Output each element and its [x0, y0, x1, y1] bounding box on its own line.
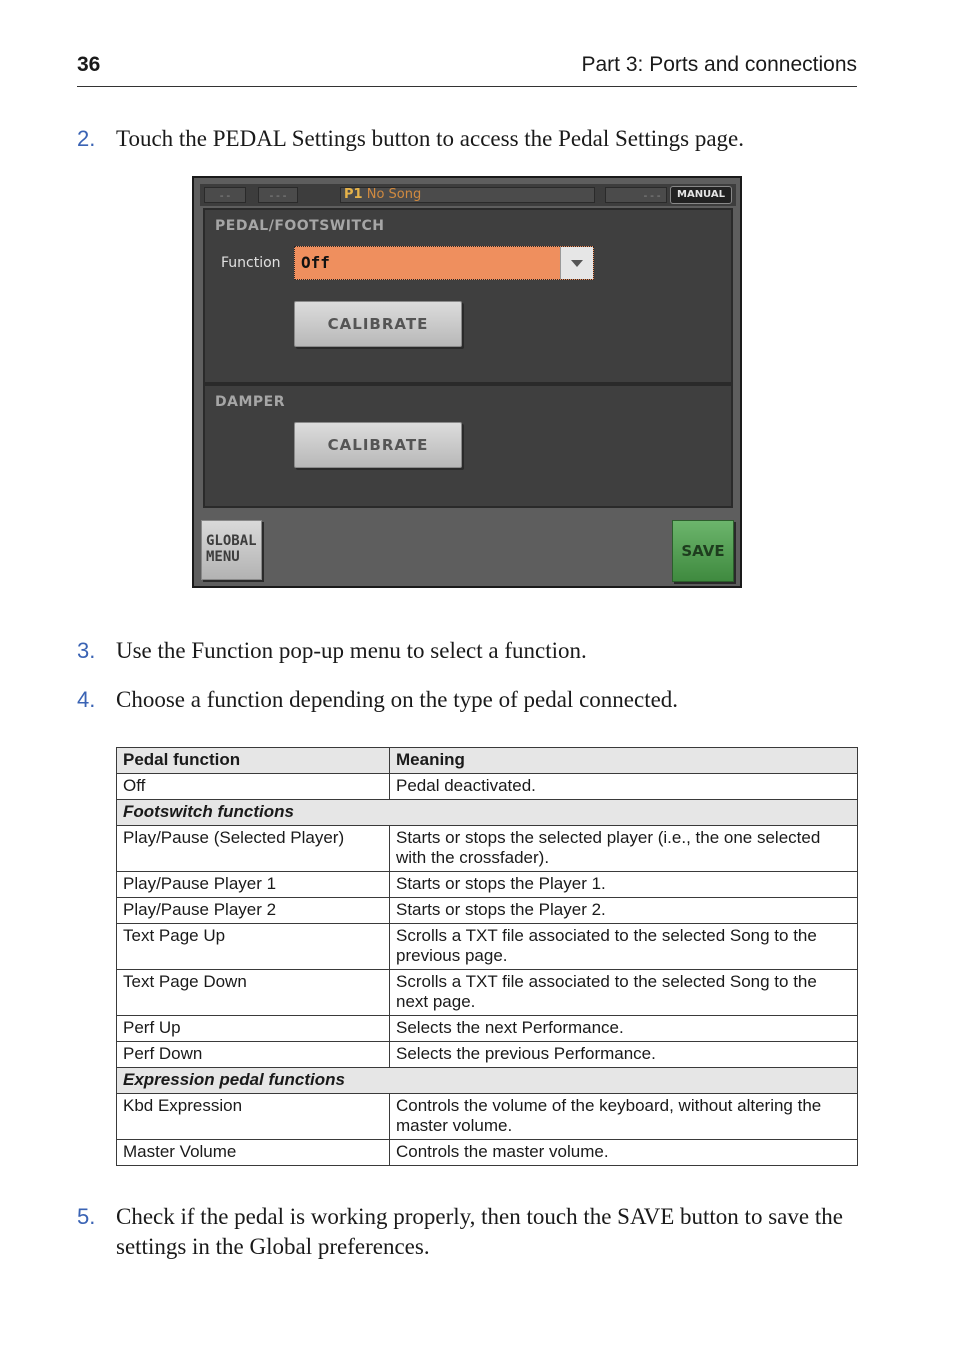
running-head: Part 3: Ports and connections — [581, 53, 857, 76]
program-label: P1 — [344, 187, 363, 202]
function-label: Function — [221, 255, 281, 271]
status-bar — [200, 184, 736, 206]
header-rule — [77, 86, 857, 87]
table-row — [117, 826, 858, 872]
table-row — [117, 1094, 858, 1140]
step-2 — [77, 124, 857, 154]
step-3 — [77, 636, 857, 666]
screen-background — [194, 178, 740, 586]
manual-mode-button[interactable]: MANUAL — [670, 186, 732, 204]
pedal-function-cell: Master Volume — [117, 1140, 390, 1166]
step-number: 2. — [77, 126, 96, 151]
table-section-row — [117, 800, 858, 826]
status-segment-1: -- — [204, 187, 246, 203]
table-row — [117, 1042, 858, 1068]
status-segment-2: --- — [258, 187, 298, 203]
pedal-function-cell: Off — [117, 774, 390, 800]
save-button[interactable]: SAVE — [672, 520, 734, 582]
song-name: No Song — [366, 187, 422, 202]
damper-panel — [203, 384, 733, 508]
meaning-cell: Controls the volume of the keyboard, without altering the master volume. — [390, 1094, 858, 1140]
pedal-function-cell: Play/Pause (Selected Player) — [117, 826, 390, 872]
meaning-cell: Starts or stops the Player 2. — [390, 898, 858, 924]
meaning-cell: Scrolls a TXT file associated to the selected Song to the previous page. — [390, 924, 858, 970]
pedal-function-cell: Text Page Up — [117, 924, 390, 970]
step-text: Choose a function depending on the type of pedal connected. — [116, 687, 679, 712]
meaning-cell: Scrolls a TXT file associated to the selected Song to the next page. — [390, 970, 858, 1016]
step-number: 5. — [77, 1204, 96, 1229]
table-row — [117, 970, 858, 1016]
step-number: 3. — [77, 638, 96, 663]
pedal-function-cell: Kbd Expression — [117, 1094, 390, 1140]
table-row — [117, 924, 858, 970]
column-header: Meaning — [390, 748, 858, 774]
meaning-cell: Starts or stops the selected player (i.e., the one selected with the crossfader). — [390, 826, 858, 872]
damper-calibrate-button[interactable]: CALIBRATE — [294, 422, 462, 468]
table-section-row — [117, 1068, 858, 1094]
panel-title: DAMPER — [215, 394, 285, 410]
pedal-footswitch-panel — [203, 208, 733, 384]
function-select[interactable] — [294, 246, 594, 280]
pedal-function-cell: Perf Up — [117, 1016, 390, 1042]
page-number: 36 — [77, 53, 101, 76]
global-menu-label-line1: GLOBAL — [206, 533, 257, 549]
meaning-cell: Pedal deactivated. — [390, 774, 858, 800]
pedal-function-table — [116, 747, 858, 1166]
table-header-row — [117, 748, 858, 774]
table-row — [117, 774, 858, 800]
table-row — [117, 898, 858, 924]
meaning-cell: Controls the master volume. — [390, 1140, 858, 1166]
table-row — [117, 1140, 858, 1166]
column-header: Pedal function — [117, 748, 390, 774]
status-segment-3: --- — [605, 187, 667, 203]
table-row — [117, 872, 858, 898]
pedal-calibrate-button[interactable]: CALIBRATE — [294, 301, 462, 347]
dropdown-arrow-icon[interactable] — [560, 247, 593, 279]
function-value: Off — [301, 253, 330, 272]
pedal-settings-screenshot — [192, 176, 742, 588]
step-number: 4. — [77, 687, 96, 712]
pedal-function-cell: Play/Pause Player 2 — [117, 898, 390, 924]
table-body — [117, 774, 858, 1166]
step-text: Check if the pedal is working properly, then touch the SAVE button to save the settings in the Global preferences. — [116, 1204, 843, 1259]
step-text: Touch the PEDAL Settings button to access the Pedal Settings page. — [116, 126, 745, 151]
panel-title: PEDAL/FOOTSWITCH — [215, 218, 385, 234]
meaning-cell: Selects the next Performance. — [390, 1016, 858, 1042]
meaning-cell: Selects the previous Performance. — [390, 1042, 858, 1068]
section-label: Expression pedal functions — [117, 1068, 858, 1094]
step-4 — [77, 685, 857, 715]
song-display[interactable] — [340, 187, 595, 203]
meaning-cell: Starts or stops the Player 1. — [390, 872, 858, 898]
pedal-function-cell: Perf Down — [117, 1042, 390, 1068]
section-label: Footswitch functions — [117, 800, 858, 826]
global-menu-button[interactable] — [201, 520, 262, 580]
step-text: Use the Function pop-up menu to select a function. — [116, 638, 587, 663]
pedal-function-cell: Text Page Down — [117, 970, 390, 1016]
global-menu-label-line2: MENU — [206, 549, 240, 565]
step-5 — [77, 1202, 857, 1262]
pedal-function-cell: Play/Pause Player 1 — [117, 872, 390, 898]
table-row — [117, 1016, 858, 1042]
